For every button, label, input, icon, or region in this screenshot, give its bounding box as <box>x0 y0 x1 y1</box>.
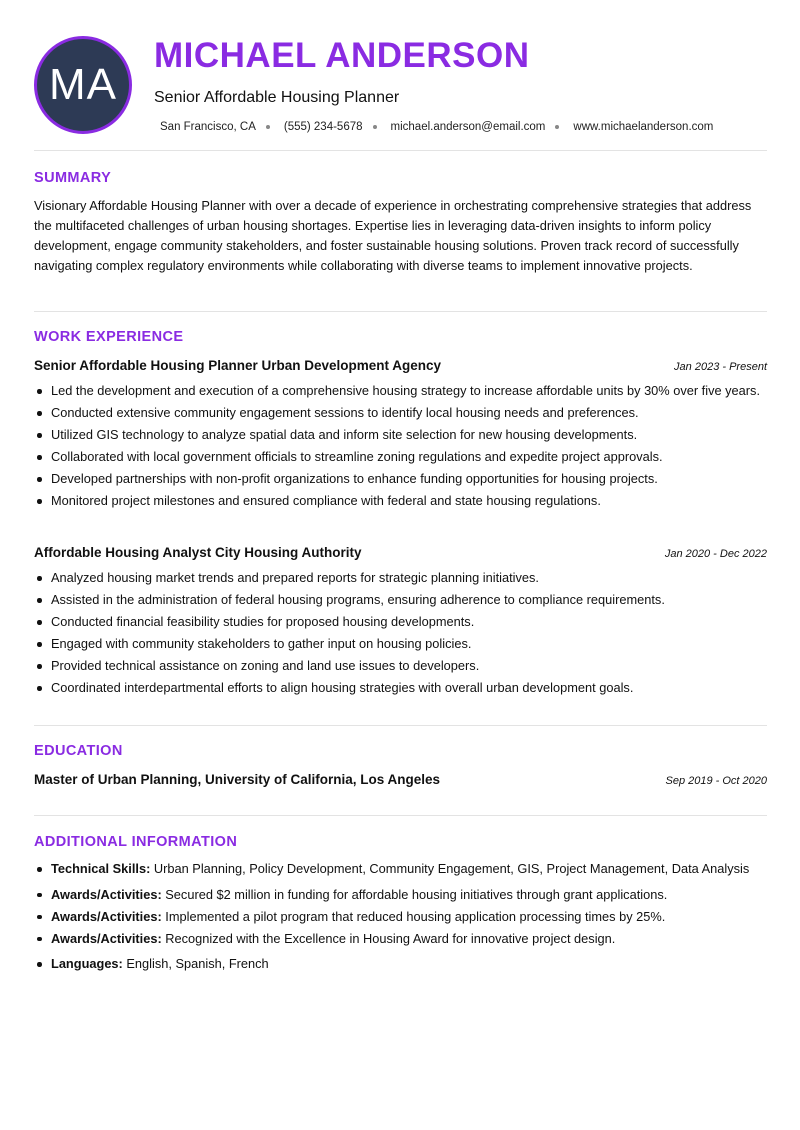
separator-dot-icon <box>266 125 270 129</box>
job-role: Senior Affordable Housing Planner Urban Development Agency <box>34 358 442 373</box>
list-item: Engaged with community stakeholders to gather input on housing policies. <box>34 635 767 654</box>
list-item <box>34 886 767 905</box>
divider <box>34 311 767 312</box>
contact-location: San Francisco, CA <box>160 121 256 133</box>
item-label: Awards/Activities: <box>51 886 162 902</box>
candidate-name: MICHAEL ANDERSON <box>154 36 530 75</box>
list-item <box>34 930 767 949</box>
education-heading: EDUCATION <box>34 743 123 759</box>
education-degree: Master of Urban Planning, University of California, Los Angeles <box>34 772 441 787</box>
list-item: Led the development and execution of a comprehensive housing strategy to increase affordable units by 30% over five years. <box>34 382 767 401</box>
separator-dot-icon <box>555 125 559 129</box>
education-date: Sep 2019 - Oct 2020 <box>665 775 767 787</box>
contact-website[interactable]: www.michaelanderson.com <box>573 121 714 133</box>
job-role: Affordable Housing Analyst City Housing Authority <box>34 545 362 560</box>
item-text: Secured $2 million in funding for affordable housing initiatives through grant applications. <box>161 886 668 902</box>
education-entry <box>34 772 767 787</box>
item-label: Technical Skills: <box>51 861 151 876</box>
list-item: Collaborated with local government officials to streamline zoning regulations and expedite project approvals. <box>34 448 767 467</box>
divider <box>34 815 767 816</box>
contact-email[interactable]: michael.anderson@email.com <box>390 121 546 133</box>
job-header <box>34 545 767 560</box>
divider <box>34 725 767 726</box>
list-item <box>34 860 767 879</box>
item-text: English, Spanish, French <box>122 956 269 971</box>
list-item <box>34 955 767 974</box>
avatar <box>34 36 132 134</box>
list-item: Assisted in the administration of federal housing programs, ensuring adherence to compliance requirements. <box>34 591 767 610</box>
summary-heading: SUMMARY <box>34 170 112 186</box>
list-item: Conducted financial feasibility studies for proposed housing developments. <box>34 613 767 632</box>
list-item: Coordinated interdepartmental efforts to align housing strategies with overall urban development goals. <box>34 679 767 698</box>
job-bullets <box>34 569 767 698</box>
separator-dot-icon <box>373 125 377 129</box>
item-text: Implemented a pilot program that reduced housing application processing times by 25%. <box>161 908 666 924</box>
item-label: Awards/Activities: <box>51 930 162 946</box>
list-item: Monitored project milestones and ensured compliance with federal and state housing regulations. <box>34 492 767 511</box>
list-item <box>34 908 767 927</box>
summary-text: Visionary Affordable Housing Planner with over a decade of experience in orchestrating comprehensive strategies that address the multifaceted challenges of urban housing shortages. Expertise lies in leveraging data-driven insights to inform policy development, engage community stakeholders, and foster sustainable housing solutions. Proven track record of successfully navigating complex regulatory environments while collaborating with diverse teams to implement innovative projects. <box>34 198 752 273</box>
item-label: Awards/Activities: <box>51 908 162 924</box>
list-item: Developed partnerships with non-profit organizations to enhance funding opportunities for housing projects. <box>34 470 767 489</box>
item-text: Urban Planning, Policy Development, Community Engagement, GIS, Project Management, Data Analysis <box>150 861 750 876</box>
job-date: Jan 2023 - Present <box>674 361 767 373</box>
avatar-initials: MA <box>49 60 117 109</box>
list-item: Utilized GIS technology to analyze spatial data and inform site selection for new housing developments. <box>34 426 767 445</box>
divider <box>34 150 767 151</box>
job-bullets <box>34 382 767 511</box>
list-item: Analyzed housing market trends and prepared reports for strategic planning initiatives. <box>34 569 767 588</box>
job-header <box>34 358 767 373</box>
contact-phone[interactable]: (555) 234-5678 <box>283 121 363 133</box>
additional-info-heading: ADDITIONAL INFORMATION <box>34 834 238 850</box>
item-label: Languages: <box>51 956 123 971</box>
list-item: Conducted extensive community engagement sessions to identify local housing needs and preferences. <box>34 404 767 423</box>
item-text: Recognized with the Excellence in Housing Award for innovative project design. <box>161 930 616 946</box>
list-item: Provided technical assistance on zoning and land use issues to developers. <box>34 657 767 676</box>
work-experience-heading: WORK EXPERIENCE <box>34 329 184 345</box>
job-date: Jan 2020 - Dec 2022 <box>664 548 767 560</box>
candidate-title: Senior Affordable Housing Planner <box>154 89 400 106</box>
additional-info-list <box>34 860 767 974</box>
contact-bar <box>160 121 713 133</box>
